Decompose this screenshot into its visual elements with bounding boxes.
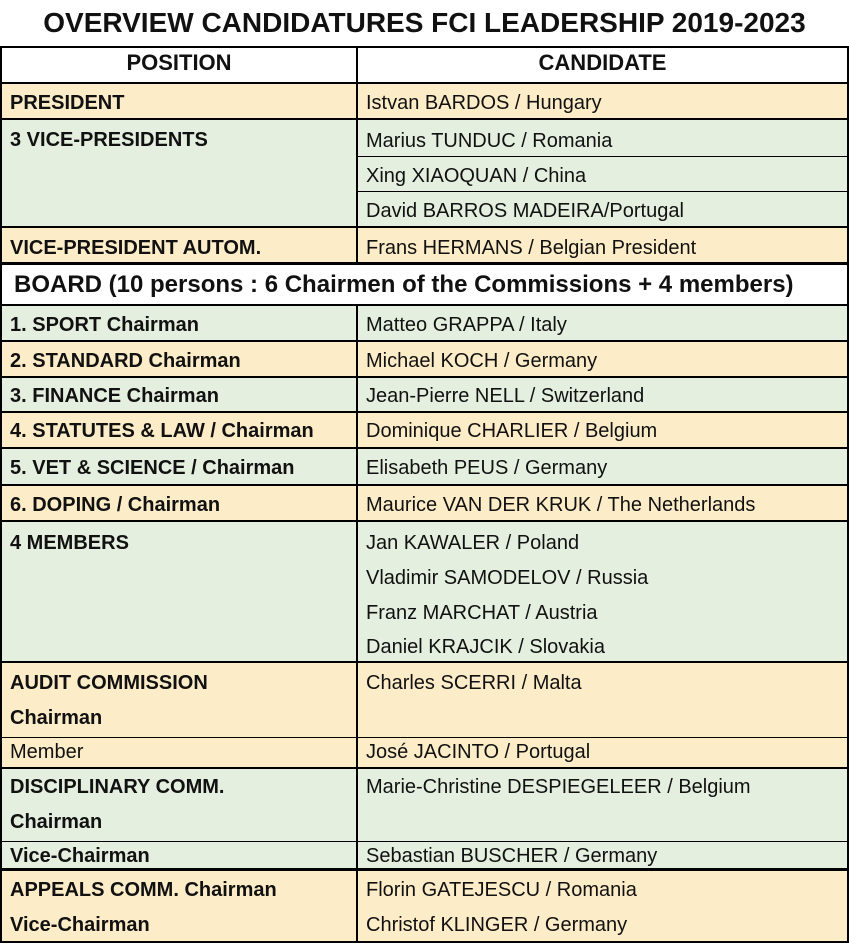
candidate-name: David BARROS MADEIRA/Portugal — [366, 200, 684, 222]
position-cell — [0, 663, 358, 737]
title-row — [0, 0, 849, 46]
board-heading: BOARD (10 persons : 6 Chairmen of the Commissions + 4 members) — [14, 271, 794, 298]
candidate-cell — [358, 413, 849, 447]
position-label: DISCIPLINARY COMM. — [10, 776, 225, 798]
position-cell — [0, 522, 358, 661]
position-label: 3. FINANCE Chairman — [10, 385, 219, 407]
position-cell — [0, 449, 358, 484]
candidate-name: Vladimir SAMODELOV / Russia — [366, 567, 649, 589]
table-row-appeals-chairman — [0, 868, 849, 906]
position-label: 6. DOPING / Chairman — [10, 494, 221, 516]
candidate-cell — [358, 871, 849, 906]
candidate-name: Daniel KRAJCIK / Slovakia — [366, 636, 605, 658]
table-row-vice-president-autom — [0, 226, 849, 262]
candidate-cell — [358, 906, 849, 941]
divider — [358, 156, 847, 157]
table-row-audit-chairman — [0, 661, 849, 737]
position-cell — [0, 871, 358, 906]
table-row-president — [0, 82, 849, 118]
position-label: 3 VICE-PRESIDENTS — [10, 129, 208, 151]
candidate-cell — [358, 738, 849, 767]
table-row-board-chair — [0, 304, 849, 340]
table-row-board-chair — [0, 376, 849, 411]
header-position: POSITION — [126, 50, 232, 75]
candidate-name: Marie-Christine DESPIEGELEER / Belgium — [366, 776, 751, 798]
candidate-cell — [358, 306, 849, 340]
position-cell — [0, 413, 358, 447]
candidate-name: Maurice VAN DER KRUK / The Netherlands — [366, 494, 756, 516]
page-title: OVERVIEW CANDIDATURES FCI LEADERSHIP 2019-2023 — [43, 7, 806, 38]
candidate-cell — [358, 84, 849, 118]
table-row-board-chair — [0, 340, 849, 376]
header-candidate-cell — [358, 48, 849, 82]
table-row-members — [0, 520, 849, 661]
position-cell — [0, 378, 358, 411]
candidate-cell — [358, 663, 849, 737]
table-row-vice-presidents — [0, 118, 849, 226]
candidate-name: Sebastian BUSCHER / Germany — [366, 845, 658, 867]
header-candidate: CANDIDATE — [538, 50, 667, 75]
position-cell — [0, 306, 358, 340]
header-position-cell — [0, 48, 358, 82]
candidate-name: Franz MARCHAT / Austria — [366, 602, 598, 624]
position-cell — [0, 84, 358, 118]
candidate-cell — [358, 120, 849, 226]
candidate-cell — [358, 449, 849, 484]
board-heading-row — [0, 262, 849, 304]
candidate-cell — [358, 522, 849, 661]
position-label: Chairman — [10, 707, 103, 729]
position-label: 1. SPORT Chairman — [10, 314, 199, 336]
candidate-name: Marius TUNDUC / Romania — [366, 130, 613, 152]
position-label: Member — [10, 741, 84, 763]
position-cell — [0, 738, 358, 767]
table-row-board-chair — [0, 447, 849, 484]
candidate-cell — [358, 378, 849, 411]
candidate-name: José JACINTO / Portugal — [366, 741, 591, 763]
position-cell — [0, 769, 358, 841]
candidate-cell — [358, 228, 849, 262]
position-label: Vice-Chairman — [10, 845, 150, 867]
candidate-cell — [358, 342, 849, 376]
candidate-name: Jan KAWALER / Poland — [366, 532, 580, 554]
position-cell — [0, 486, 358, 520]
position-label: 4 MEMBERS — [10, 532, 129, 554]
candidate-name: Istvan BARDOS / Hungary — [366, 92, 602, 114]
position-cell — [0, 342, 358, 376]
candidate-name: Frans HERMANS / Belgian President — [366, 237, 697, 259]
candidate-name: Charles SCERRI / Malta — [366, 672, 582, 694]
position-label: Chairman — [10, 811, 103, 833]
table-row-audit-member — [0, 737, 849, 767]
position-cell — [0, 842, 358, 868]
table-row-board-chair — [0, 411, 849, 447]
position-cell — [0, 228, 358, 262]
candidate-name: Elisabeth PEUS / Germany — [366, 457, 608, 479]
position-label: PRESIDENT — [10, 92, 125, 114]
position-label: 4. STATUTES & LAW / Chairman — [10, 420, 314, 442]
candidate-name: Jean-Pierre NELL / Switzerland — [366, 385, 645, 407]
candidate-name: Michael KOCH / Germany — [366, 350, 598, 372]
candidate-name: Dominique CHARLIER / Belgium — [366, 420, 658, 442]
table-row-disciplinary-chairman — [0, 767, 849, 841]
candidate-cell — [358, 842, 849, 868]
header-row — [0, 46, 849, 82]
position-label: AUDIT COMMISSION — [10, 672, 208, 694]
table-row-disciplinary-vice — [0, 841, 849, 868]
candidate-cell — [358, 486, 849, 520]
position-label: 5. VET & SCIENCE / Chairman — [10, 457, 295, 479]
divider — [358, 191, 847, 192]
table-row-board-chair — [0, 484, 849, 520]
candidate-name: Christof KLINGER / Germany — [366, 914, 628, 936]
position-label: 2. STANDARD Chairman — [10, 350, 241, 372]
candidate-cell — [358, 769, 849, 841]
position-label: VICE-PRESIDENT AUTOM. — [10, 237, 262, 259]
position-cell — [0, 120, 358, 226]
position-label: Vice-Chairman — [10, 914, 150, 936]
position-label: APPEALS COMM. Chairman — [10, 879, 277, 901]
table-row-appeals-vice — [0, 906, 849, 943]
candidate-name: Matteo GRAPPA / Italy — [366, 314, 567, 336]
candidate-name: Florin GATEJESCU / Romania — [366, 879, 637, 901]
candidate-name: Xing XIAOQUAN / China — [366, 165, 587, 187]
position-cell — [0, 906, 358, 941]
